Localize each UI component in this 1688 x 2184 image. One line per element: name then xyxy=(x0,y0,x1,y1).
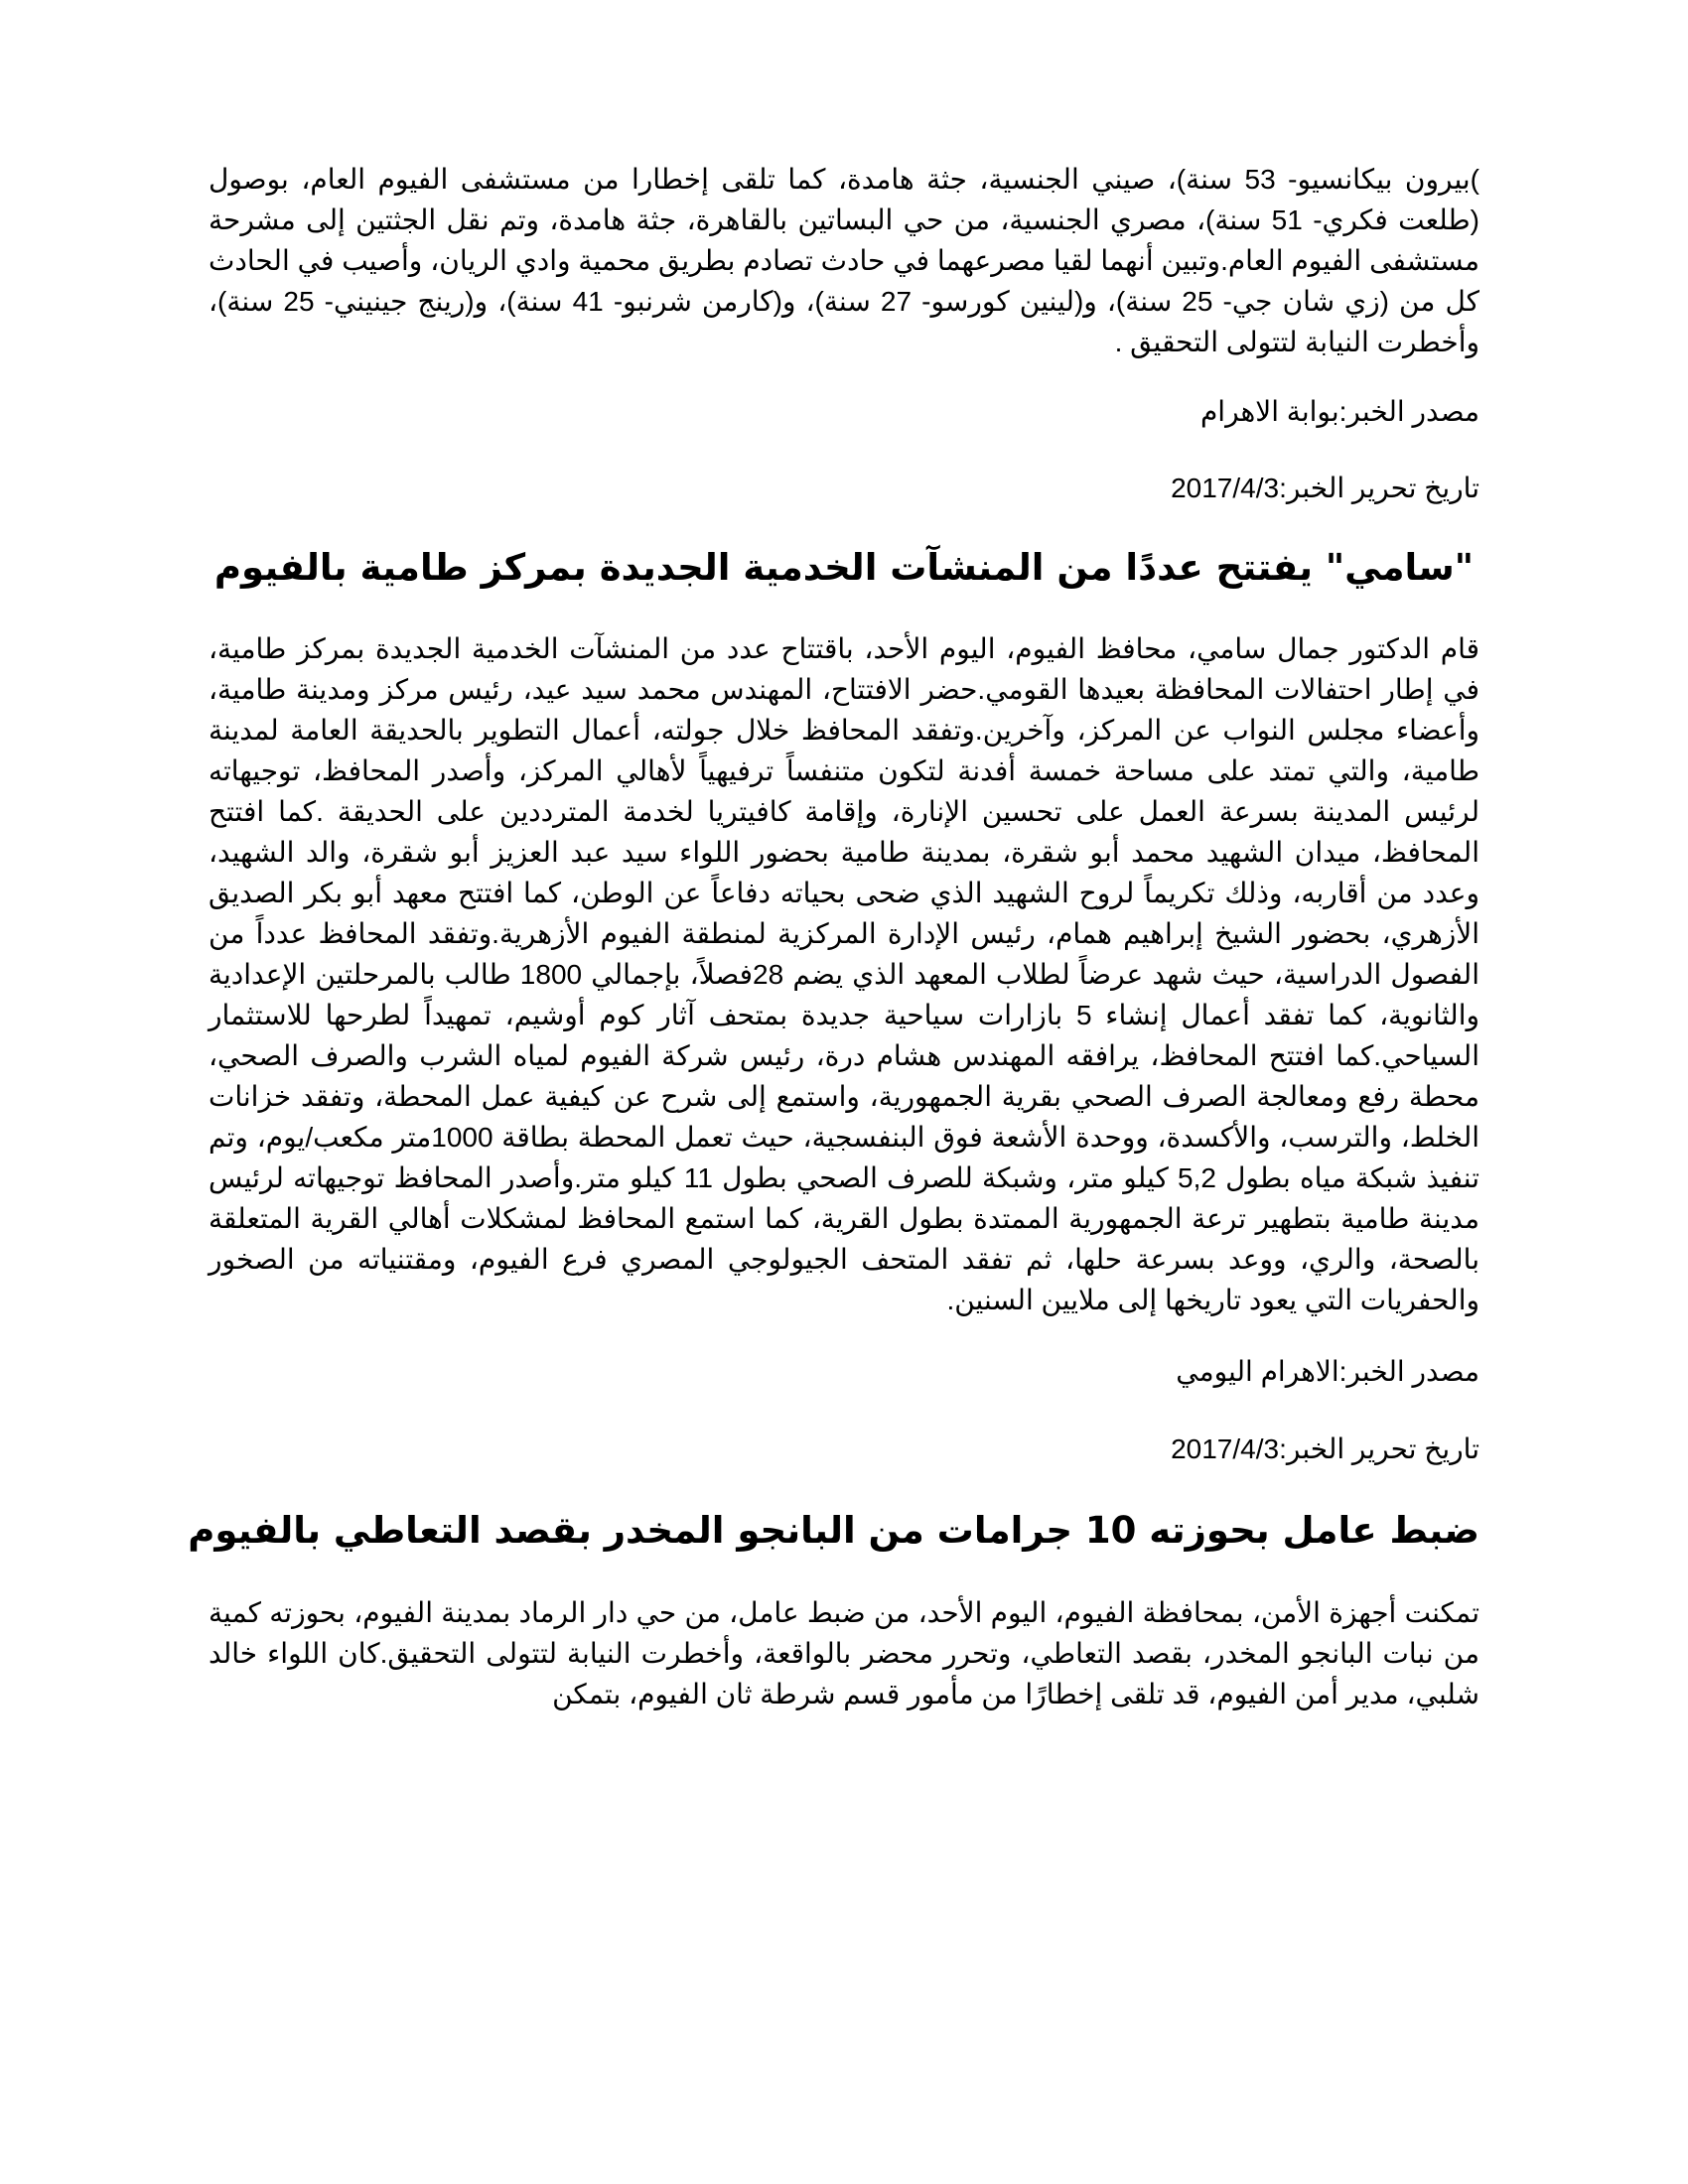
intro-paragraph: )بيرون بيكانسيو- 53 سنة)، صيني الجنسية، جثة هامدة، كما تلقى إخطارا من مستشفى الفيوم العام، بوصول (طلعت فكري- 51 سنة)، مصري الجنسية، من حي البساتين بالقاهرة، جثة هامدة، وتم نقل الجثتين إلى مشرحة مستشفى الفيوم العام.وتبين أنهما لقيا مصرعهما في حادث تصادم بطريق محمية وادي الريان، وأصيب في الحادث كل من (زي شان جي- 25 سنة)، و(لينين كورسو- 27 سنة)، و(كارمن شرنبو- 41 سنة)، و(رينج جينيني- 25 سنة)، وأخطرت النيابة لتتولى التحقيق . xyxy=(209,164,1480,357)
news-date-line: تاريخ تحرير الخبر:2017/4/3 xyxy=(1171,473,1479,503)
article-1-body: قام الدكتور جمال سامي، محافظ الفيوم، اليوم الأحد، باقتتاح عدد من المنشآت الخدمية الجديدة بمركز طامية، في إطار احتفالات المحافظة بعيدها القومي.حضر الافتتاح، المهندس محمد سيد عيد، رئيس مركز ومدينة طامية، وأعضاء مجلس النواب عن المركز، وآخرين.وتفقد المحافظ خلال جولته، أعمال التطوير بالحديقة العامة لمدينة طامية، والتي تمتد على مساحة خمسة أفدنة لتكون متنفساً ترفيهياً لأهالي المركز، وأصدر المحافظ، توجيهاته لرئيس المدينة بسرعة العمل على تحسين الإنارة، وإقامة كافيتريا لخدمة المترددين على الحديقة .كما افتتح المحافظ، ميدان الشهيد محمد أبو شقرة، بمدينة طامية بحضور اللواء سيد عبد العزيز أبو شقرة، والد الشهيد، وعدد من أقاربه، وذلك تكريماً لروح الشهيد الذي ضحى بحياته دفاعاً عن الوطن، كما افتتح معهد أبو بكر الصديق الأزهري، بحضور الشيخ إبراهيم همام، رئيس الإدارة المركزية لمنطقة الفيوم الأزهرية.وتفقد المحافظ عدداً من الفصول الدراسية، حيث شهد عرضاً لطلاب المعهد الذي يضم 28فصلاً، بإجمالي 1800 طالب بالمرحلتين الإعدادية والثانوية، كما تفقد أعمال إنشاء 5 بازارات سياحية جديدة بمتحف آثار كوم أوشيم، تمهيداً لطرحها للاستثمار السياحي.كما افتتح المحافظ، يرافقه المهندس هشام درة، رئيس شركة الفيوم لمياه الشرب والصرف الصحي، محطة رفع ومعالجة الصرف الصحي بقرية الجمهورية، واستمع إلى شرح عن كيفية عمل المحطة، وتفقد خزانات الخلط، والترسب، والأكسدة، ووحدة الأشعة فوق البنفسجية، حيث تعمل المحطة بطاقة 1000متر مكعب/يوم، وتم تنفيذ شبكة مياه بطول 5,2 كيلو متر، وشبكة للصرف الصحي بطول 11 كيلو متر.وأصدر المحافظ توجيهاته لرئيس مدينة طامية بتطهير ترعة الجمهورية الممتدة بطول القرية، كما استمع المحافظ لمشكلات أهالي القرية المتعلقة بالصحة، والري، ووعد بسرعة حلها، ثم تفقد المتحف الجيولوجي المصري فرع الفيوم، ومقتنياته من الصخور والحفريات التي يعود تاريخها إلى ملايين السنين. xyxy=(209,633,1480,1315)
document-page xyxy=(188,159,1480,1714)
article-1-title: "سامي" يفتتح عددًا من المنشآت الخدمية الجديدة بمركز طامية بالفيوم xyxy=(213,546,1475,589)
article-2-title: ضبط عامل بحوزته 10 جرامات من البانجو المخدر بقصد التعاطي بالفيوم xyxy=(188,1509,1479,1552)
article-1-source-line: مصدر الخبر:الاهرام اليومي xyxy=(1176,1356,1479,1387)
article-2-body: تمكنت أجهزة الأمن، بمحافظة الفيوم، اليوم الأحد، من ضبط عامل، من حي دار الرماد بمدينة الفيوم، بحوزته كمية من نبات البانجو المخدر، بقصد التعاطي، وتحرر محضر بالواقعة، وأخطرت النيابة لتتولى التحقيق.كان اللواء خالد شلبي، مدير أمن الفيوم، قد تلقى إخطارًا من مأمور قسم شرطة ثان الفيوم، بتمكن xyxy=(209,1597,1479,1709)
article-1-date-line: تاريخ تحرير الخبر:2017/4/3 xyxy=(1171,1433,1479,1464)
news-source-line: مصدر الخبر:بوابة الاهرام xyxy=(1199,396,1479,427)
